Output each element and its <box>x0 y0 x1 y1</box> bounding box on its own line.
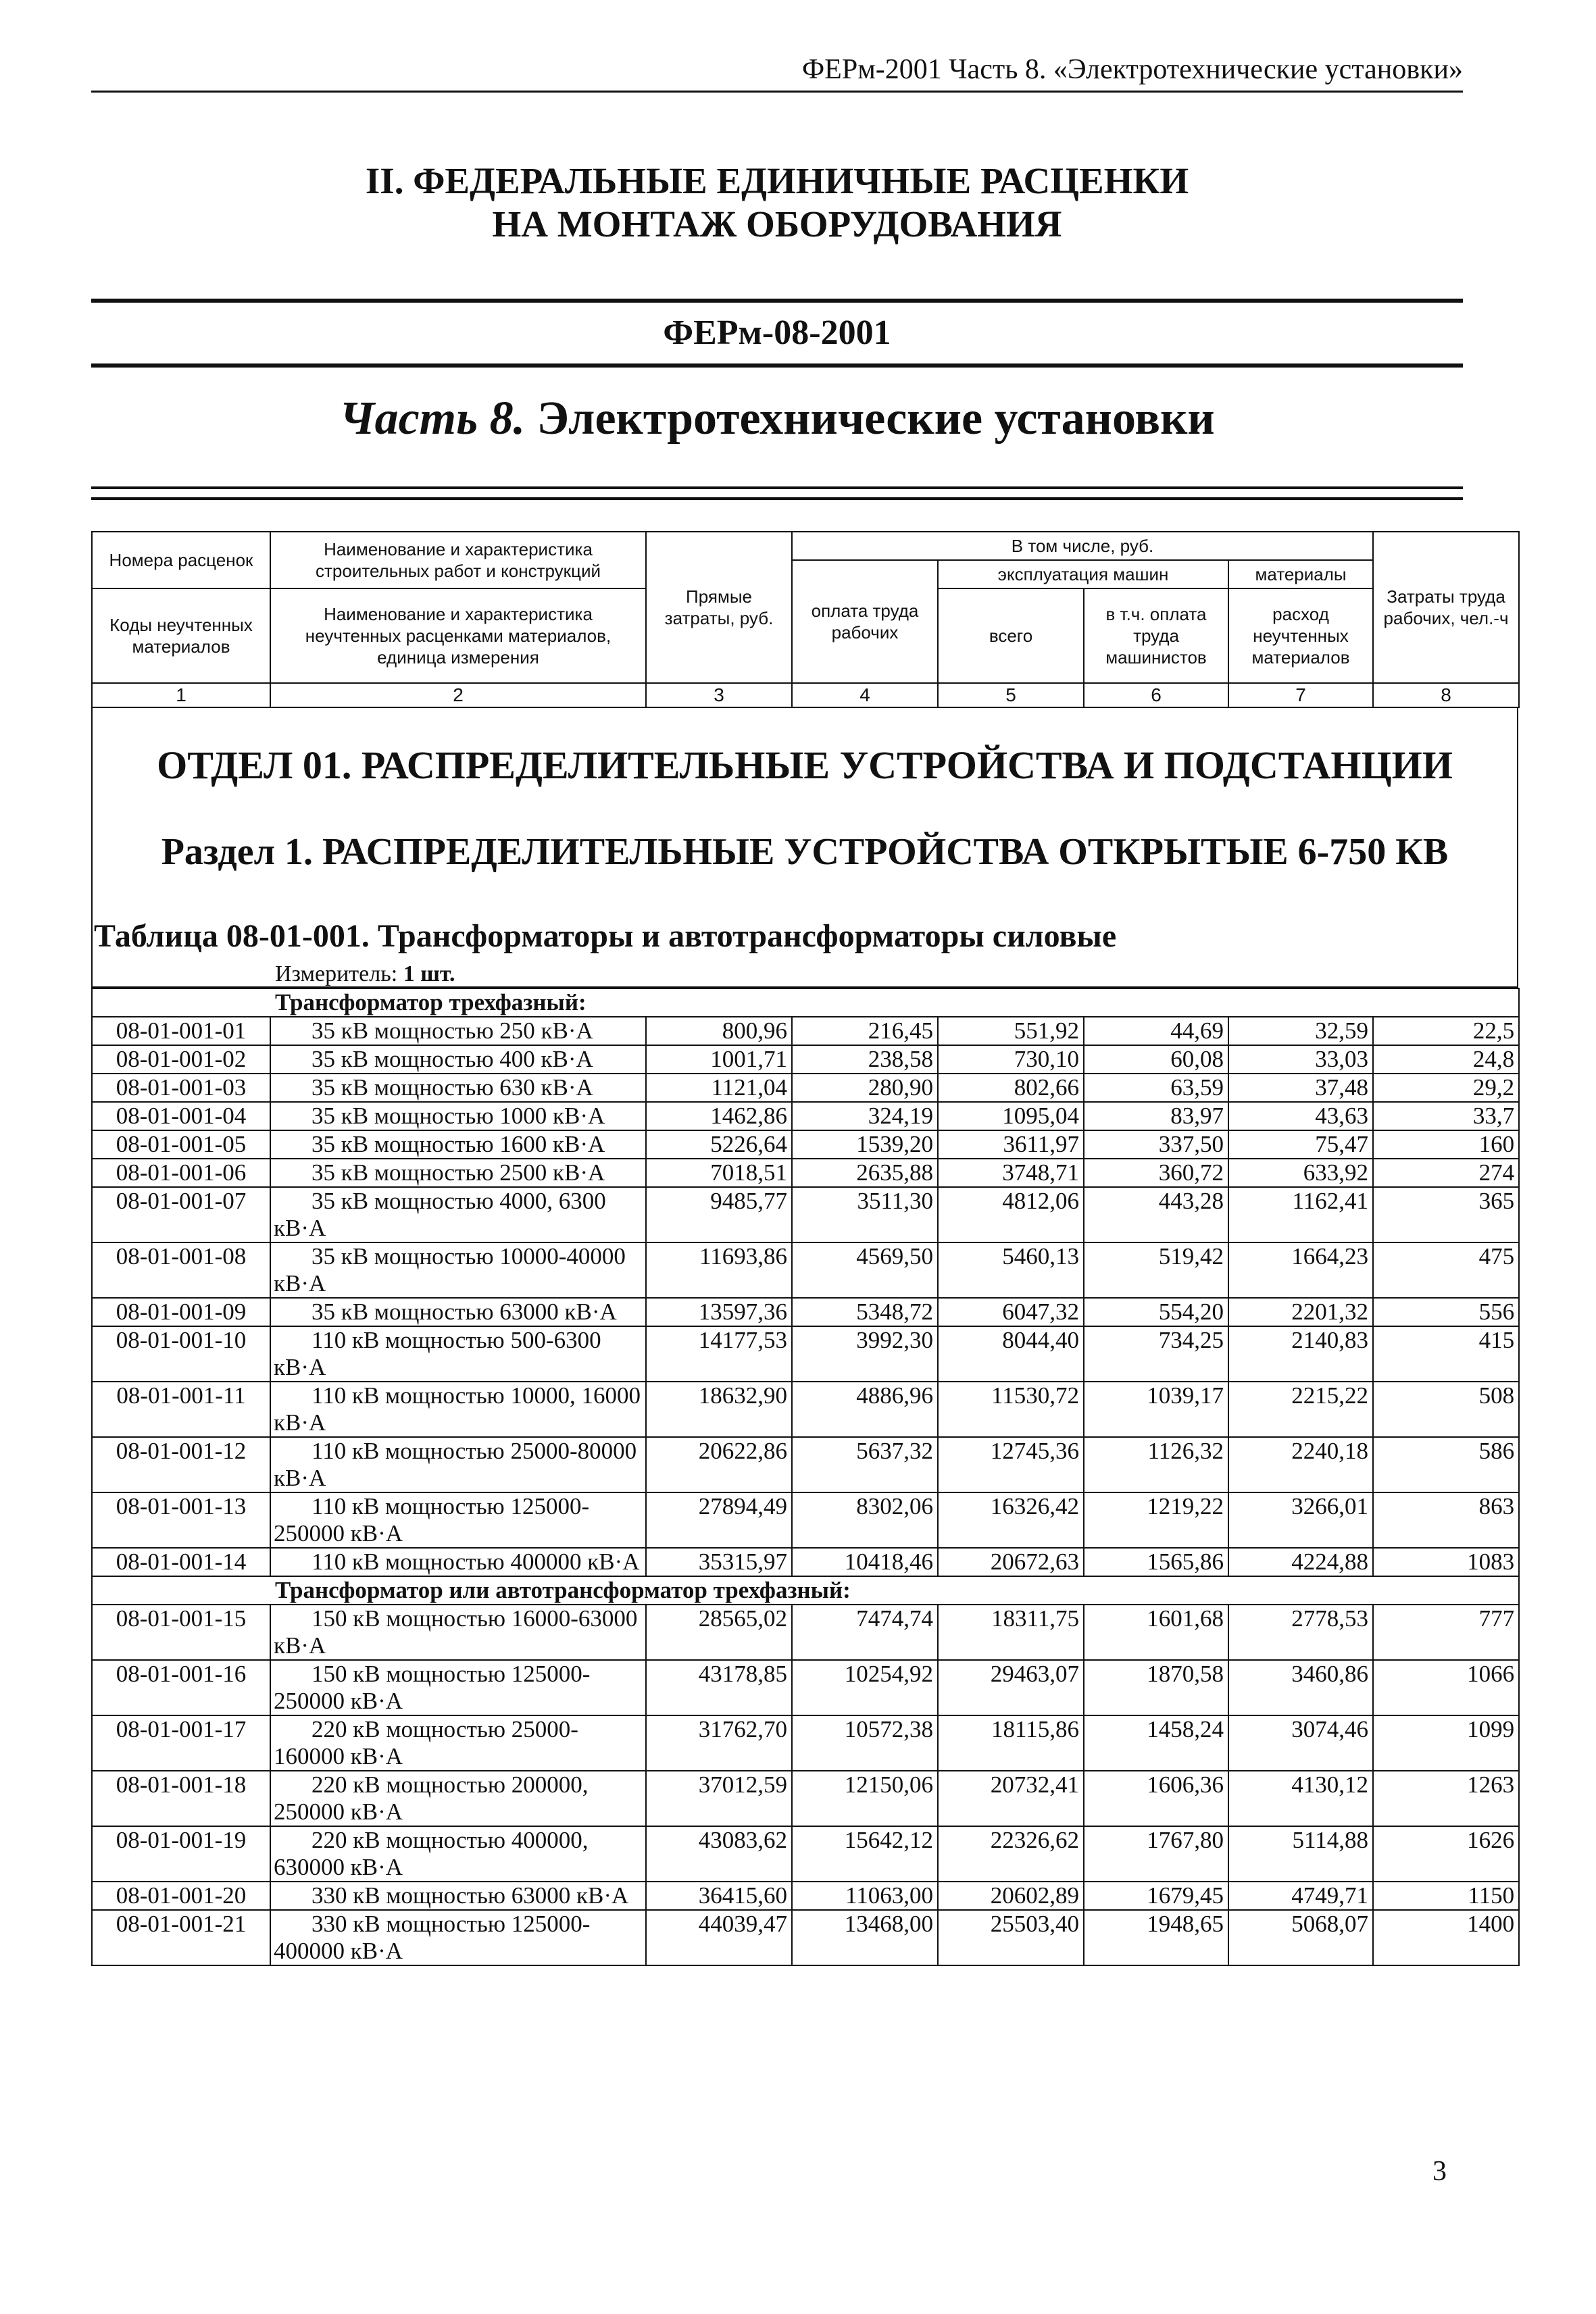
direct-costs: 1121,04 <box>646 1074 792 1102</box>
machines-total: 20602,89 <box>938 1882 1084 1910</box>
column-number: 7 <box>1228 683 1373 707</box>
work-name: 35 кВ мощностью 400 кВ·А <box>270 1045 646 1074</box>
labor-pay: 13468,00 <box>792 1910 938 1965</box>
rate-code: 08-01-001-07 <box>92 1187 270 1242</box>
machines-total: 6047,32 <box>938 1298 1084 1326</box>
measure-label: Измеритель: <box>275 961 398 986</box>
machinist-pay: 63,59 <box>1084 1074 1228 1102</box>
labor-pay: 238,58 <box>792 1045 938 1074</box>
rate-code: 08-01-001-08 <box>92 1242 270 1298</box>
materials-cost: 43,63 <box>1228 1102 1373 1130</box>
part-title <box>91 159 1463 246</box>
table-row <box>92 1771 1519 1826</box>
table-row <box>92 1074 1519 1102</box>
machinist-pay: 337,50 <box>1084 1130 1228 1159</box>
machinist-pay: 443,28 <box>1084 1187 1228 1242</box>
rate-code: 08-01-001-09 <box>92 1298 270 1326</box>
direct-costs: 9485,77 <box>646 1187 792 1242</box>
labor-pay: 3511,30 <box>792 1187 938 1242</box>
labor-hours: 33,7 <box>1373 1102 1519 1130</box>
rate-code: 08-01-001-02 <box>92 1045 270 1074</box>
header-materials: материалы <box>1228 560 1373 588</box>
materials-cost: 32,59 <box>1228 1017 1373 1045</box>
materials-cost: 1162,41 <box>1228 1187 1373 1242</box>
labor-pay: 2635,88 <box>792 1159 938 1187</box>
machines-total: 20732,41 <box>938 1771 1084 1826</box>
machines-total: 730,10 <box>938 1045 1084 1074</box>
running-head: ФЕРм-2001 Часть 8. «Электротехнические установки» <box>91 54 1463 93</box>
work-name: 220 кВ мощностью 200000, 250000 кВ·А <box>270 1771 646 1826</box>
table-row <box>92 1910 1519 1965</box>
part-title-line2: НА МОНТАЖ ОБОРУДОВАНИЯ <box>492 203 1062 245</box>
department-title: ОТДЕЛ 01. РАСПРЕДЕЛИТЕЛЬНЫЕ УСТРОЙСТВА И ПОДСТАНЦИИ <box>157 743 1453 787</box>
machinist-pay: 1219,22 <box>1084 1492 1228 1548</box>
machinist-pay: 1606,36 <box>1084 1771 1228 1826</box>
work-name: 35 кВ мощностью 1000 кВ·А <box>270 1102 646 1130</box>
labor-hours: 863 <box>1373 1492 1519 1548</box>
materials-cost: 4224,88 <box>1228 1548 1373 1576</box>
header-machines: эксплуатация машин <box>938 560 1228 588</box>
machines-total: 551,92 <box>938 1017 1084 1045</box>
machinist-pay: 1039,17 <box>1084 1382 1228 1437</box>
labor-pay: 5637,32 <box>792 1437 938 1492</box>
header-col1-top: Номера расценок <box>92 532 270 588</box>
machines-total: 802,66 <box>938 1074 1084 1102</box>
direct-costs: 27894,49 <box>646 1492 792 1548</box>
rate-code: 08-01-001-06 <box>92 1159 270 1187</box>
work-name: 220 кВ мощностью 25000-160000 кВ·А <box>270 1715 646 1771</box>
measure-value: 1 шт. <box>403 961 455 986</box>
labor-pay: 8302,06 <box>792 1492 938 1548</box>
direct-costs: 11693,86 <box>646 1242 792 1298</box>
table-row <box>92 1017 1519 1045</box>
work-name: 35 кВ мощностью 250 кВ·А <box>270 1017 646 1045</box>
work-name: 150 кВ мощностью 125000-250000 кВ·А <box>270 1660 646 1715</box>
table-header <box>91 531 1520 708</box>
labor-hours: 1626 <box>1373 1826 1519 1882</box>
work-name: 110 кВ мощностью 125000-250000 кВ·А <box>270 1492 646 1548</box>
work-name: 35 кВ мощностью 2500 кВ·А <box>270 1159 646 1187</box>
labor-hours: 415 <box>1373 1326 1519 1382</box>
machines-total: 4812,06 <box>938 1187 1084 1242</box>
table-row <box>92 1715 1519 1771</box>
rate-code: 08-01-001-05 <box>92 1130 270 1159</box>
work-name: 35 кВ мощностью 10000-40000 кВ·А <box>270 1242 646 1298</box>
direct-costs: 36415,60 <box>646 1882 792 1910</box>
section-title: Раздел 1. РАСПРЕДЕЛИТЕЛЬНЫЕ УСТРОЙСТВА ОТКРЫТЫЕ 6-750 КВ <box>161 831 1449 873</box>
labor-pay: 10254,92 <box>792 1660 938 1715</box>
header-unaccounted-materials: расход неучтенных материалов <box>1228 588 1373 683</box>
labor-pay: 3992,30 <box>792 1326 938 1382</box>
work-name: 110 кВ мощностью 25000-80000 кВ·А <box>270 1437 646 1492</box>
header-col2-top: Наименование и характеристика строительных работ и конструкций <box>270 532 646 588</box>
table-row <box>92 1242 1519 1298</box>
direct-costs: 14177,53 <box>646 1326 792 1382</box>
machines-total: 3748,71 <box>938 1159 1084 1187</box>
labor-hours: 1400 <box>1373 1910 1519 1965</box>
machinist-pay: 1601,68 <box>1084 1605 1228 1660</box>
materials-cost: 75,47 <box>1228 1130 1373 1159</box>
header-machines-total: всего <box>938 588 1084 683</box>
machines-total: 3611,97 <box>938 1130 1084 1159</box>
table-row <box>92 1130 1519 1159</box>
labor-pay: 1539,20 <box>792 1130 938 1159</box>
labor-pay: 11063,00 <box>792 1882 938 1910</box>
header-labor-hours: Затраты труда рабочих, чел.-ч <box>1373 532 1519 683</box>
labor-hours: 365 <box>1373 1187 1519 1242</box>
rate-code: 08-01-001-12 <box>92 1437 270 1492</box>
price-table <box>91 531 1518 1966</box>
labor-hours: 1150 <box>1373 1882 1519 1910</box>
rate-code: 08-01-001-11 <box>92 1382 270 1437</box>
header-labor-pay: оплата труда рабочих <box>792 560 938 683</box>
group-row <box>92 988 1519 1017</box>
chapter-name: Электротехнические установки <box>537 393 1215 445</box>
machinist-pay: 1458,24 <box>1084 1715 1228 1771</box>
materials-cost: 2140,83 <box>1228 1326 1373 1382</box>
machinist-pay: 1767,80 <box>1084 1826 1228 1882</box>
column-number: 6 <box>1084 683 1228 707</box>
group-title: Трансформатор или автотрансформатор трехфазный: <box>92 1576 1519 1605</box>
table-title: Таблица 08-01-001. Трансформаторы и автотрансформаторы силовые <box>94 918 1117 954</box>
direct-costs: 1001,71 <box>646 1045 792 1074</box>
materials-cost: 2240,18 <box>1228 1437 1373 1492</box>
column-number: 4 <box>792 683 938 707</box>
machines-total: 8044,40 <box>938 1326 1084 1382</box>
work-name: 35 кВ мощностью 63000 кВ·А <box>270 1298 646 1326</box>
rate-code: 08-01-001-15 <box>92 1605 270 1660</box>
rate-code: 08-01-001-16 <box>92 1660 270 1715</box>
machines-total: 25503,40 <box>938 1910 1084 1965</box>
labor-pay: 324,19 <box>792 1102 938 1130</box>
machinist-pay: 554,20 <box>1084 1298 1228 1326</box>
direct-costs: 28565,02 <box>646 1605 792 1660</box>
table-row <box>92 1326 1519 1382</box>
machinist-pay: 1565,86 <box>1084 1548 1228 1576</box>
header-including: В том числе, руб. <box>792 532 1373 560</box>
direct-costs: 37012,59 <box>646 1771 792 1826</box>
machines-total: 20672,63 <box>938 1548 1084 1576</box>
table-row <box>92 1102 1519 1130</box>
labor-hours: 1083 <box>1373 1548 1519 1576</box>
machinist-pay: 519,42 <box>1084 1242 1228 1298</box>
group-title: Трансформатор трехфазный: <box>92 988 1519 1017</box>
header-direct-costs: Прямые затраты, руб. <box>646 532 792 683</box>
table-row <box>92 1298 1519 1326</box>
labor-hours: 1263 <box>1373 1771 1519 1826</box>
labor-hours: 508 <box>1373 1382 1519 1437</box>
work-name: 35 кВ мощностью 630 кВ·А <box>270 1074 646 1102</box>
direct-costs: 1462,86 <box>646 1102 792 1130</box>
header-col1-bottom: Коды неучтенных материалов <box>92 588 270 683</box>
part-title-line1: II. ФЕДЕРАЛЬНЫЕ ЕДИНИЧНЫЕ РАСЦЕНКИ <box>365 160 1189 201</box>
machinist-pay: 1870,58 <box>1084 1660 1228 1715</box>
machines-total: 12745,36 <box>938 1437 1084 1492</box>
labor-hours: 274 <box>1373 1159 1519 1187</box>
chapter-title <box>91 392 1463 446</box>
table-row <box>92 1159 1519 1187</box>
document-code: ФЕРм-08-2001 <box>91 299 1463 368</box>
direct-costs: 44039,47 <box>646 1910 792 1965</box>
header-machinist-pay: в т.ч. оплата труда машинистов <box>1084 588 1228 683</box>
rate-code: 08-01-001-17 <box>92 1715 270 1771</box>
materials-cost: 3074,46 <box>1228 1715 1373 1771</box>
column-number: 8 <box>1373 683 1519 707</box>
labor-hours: 22,5 <box>1373 1017 1519 1045</box>
machinist-pay: 44,69 <box>1084 1017 1228 1045</box>
header-col2-bottom: Наименование и характеристика неучтенных расценками материалов, единица измерения <box>270 588 646 683</box>
work-name: 35 кВ мощностью 1600 кВ·А <box>270 1130 646 1159</box>
materials-cost: 1664,23 <box>1228 1242 1373 1298</box>
labor-hours: 29,2 <box>1373 1074 1519 1102</box>
table-row <box>92 1660 1519 1715</box>
labor-hours: 160 <box>1373 1130 1519 1159</box>
labor-hours: 556 <box>1373 1298 1519 1326</box>
labor-pay: 15642,12 <box>792 1826 938 1882</box>
table-row <box>92 1826 1519 1882</box>
labor-pay: 10418,46 <box>792 1548 938 1576</box>
machines-total: 11530,72 <box>938 1382 1084 1437</box>
machines-total: 16326,42 <box>938 1492 1084 1548</box>
rate-code: 08-01-001-19 <box>92 1826 270 1882</box>
direct-costs: 43178,85 <box>646 1660 792 1715</box>
labor-hours: 1099 <box>1373 1715 1519 1771</box>
machinist-pay: 1948,65 <box>1084 1910 1228 1965</box>
labor-hours: 475 <box>1373 1242 1519 1298</box>
labor-pay: 5348,72 <box>792 1298 938 1326</box>
materials-cost: 5114,88 <box>1228 1826 1373 1882</box>
work-name: 330 кВ мощностью 125000-400000 кВ·А <box>270 1910 646 1965</box>
rate-code: 08-01-001-14 <box>92 1548 270 1576</box>
section-headings <box>91 708 1518 988</box>
machines-total: 22326,62 <box>938 1826 1084 1882</box>
rate-code: 08-01-001-10 <box>92 1326 270 1382</box>
materials-cost: 3266,01 <box>1228 1492 1373 1548</box>
materials-cost: 5068,07 <box>1228 1910 1373 1965</box>
direct-costs: 7018,51 <box>646 1159 792 1187</box>
materials-cost: 2201,32 <box>1228 1298 1373 1326</box>
rate-code: 08-01-001-03 <box>92 1074 270 1102</box>
chapter-prefix: Часть 8. <box>339 393 526 445</box>
table-row <box>92 1437 1519 1492</box>
labor-pay: 4886,96 <box>792 1382 938 1437</box>
rate-code: 08-01-001-18 <box>92 1771 270 1826</box>
labor-pay: 12150,06 <box>792 1771 938 1826</box>
table-row <box>92 1382 1519 1437</box>
table-row <box>92 1045 1519 1074</box>
machines-total: 5460,13 <box>938 1242 1084 1298</box>
direct-costs: 800,96 <box>646 1017 792 1045</box>
labor-hours: 24,8 <box>1373 1045 1519 1074</box>
labor-pay: 216,45 <box>792 1017 938 1045</box>
labor-hours: 1066 <box>1373 1660 1519 1715</box>
rates-table <box>91 988 1520 1966</box>
direct-costs: 13597,36 <box>646 1298 792 1326</box>
materials-cost: 2778,53 <box>1228 1605 1373 1660</box>
work-name: 35 кВ мощностью 4000, 6300 кВ·А <box>270 1187 646 1242</box>
rate-code: 08-01-001-13 <box>92 1492 270 1548</box>
labor-pay: 4569,50 <box>792 1242 938 1298</box>
machinist-pay: 1126,32 <box>1084 1437 1228 1492</box>
machinist-pay: 734,25 <box>1084 1326 1228 1382</box>
labor-pay: 7474,74 <box>792 1605 938 1660</box>
direct-costs: 43083,62 <box>646 1826 792 1882</box>
column-number: 1 <box>92 683 270 707</box>
column-number: 5 <box>938 683 1084 707</box>
machines-total: 29463,07 <box>938 1660 1084 1715</box>
column-number: 3 <box>646 683 792 707</box>
direct-costs: 18632,90 <box>646 1382 792 1437</box>
work-name: 110 кВ мощностью 400000 кВ·А <box>270 1548 646 1576</box>
labor-pay: 280,90 <box>792 1074 938 1102</box>
materials-cost: 33,03 <box>1228 1045 1373 1074</box>
rate-code: 08-01-001-20 <box>92 1882 270 1910</box>
machines-total: 18115,86 <box>938 1715 1084 1771</box>
rate-code: 08-01-001-21 <box>92 1910 270 1965</box>
table-row <box>92 1548 1519 1576</box>
materials-cost: 4130,12 <box>1228 1771 1373 1826</box>
group-row <box>92 1576 1519 1605</box>
machinist-pay: 83,97 <box>1084 1102 1228 1130</box>
direct-costs: 20622,86 <box>646 1437 792 1492</box>
direct-costs: 31762,70 <box>646 1715 792 1771</box>
materials-cost: 2215,22 <box>1228 1382 1373 1437</box>
labor-hours: 586 <box>1373 1437 1519 1492</box>
column-number: 2 <box>270 683 646 707</box>
materials-cost: 4749,71 <box>1228 1882 1373 1910</box>
table-row <box>92 1605 1519 1660</box>
table-row <box>92 1492 1519 1548</box>
labor-pay: 10572,38 <box>792 1715 938 1771</box>
double-rule-divider <box>91 486 1463 500</box>
materials-cost: 633,92 <box>1228 1159 1373 1187</box>
machinist-pay: 360,72 <box>1084 1159 1228 1187</box>
labor-hours: 777 <box>1373 1605 1519 1660</box>
machines-total: 1095,04 <box>938 1102 1084 1130</box>
measure-unit <box>93 955 1517 988</box>
direct-costs: 35315,97 <box>646 1548 792 1576</box>
machines-total: 18311,75 <box>938 1605 1084 1660</box>
table-row <box>92 1187 1519 1242</box>
materials-cost: 3460,86 <box>1228 1660 1373 1715</box>
machinist-pay: 1679,45 <box>1084 1882 1228 1910</box>
work-name: 110 кВ мощностью 500-6300 кВ·А <box>270 1326 646 1382</box>
page-number: 3 <box>1432 2156 1447 2187</box>
rate-code: 08-01-001-01 <box>92 1017 270 1045</box>
materials-cost: 37,48 <box>1228 1074 1373 1102</box>
work-name: 220 кВ мощностью 400000, 630000 кВ·А <box>270 1826 646 1882</box>
work-name: 150 кВ мощностью 16000-63000 кВ·А <box>270 1605 646 1660</box>
table-row <box>92 1882 1519 1910</box>
rate-code: 08-01-001-04 <box>92 1102 270 1130</box>
work-name: 330 кВ мощностью 63000 кВ·А <box>270 1882 646 1910</box>
work-name: 110 кВ мощностью 10000, 16000 кВ·А <box>270 1382 646 1437</box>
machinist-pay: 60,08 <box>1084 1045 1228 1074</box>
direct-costs: 5226,64 <box>646 1130 792 1159</box>
